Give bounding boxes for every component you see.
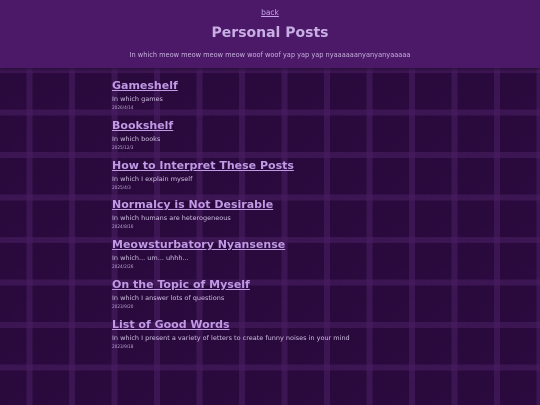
back-link[interactable]: back xyxy=(261,8,279,17)
list-item xyxy=(112,278,442,318)
post-date: 2023/9/18 xyxy=(112,343,134,349)
post-date: 2025/12/3 xyxy=(112,144,134,150)
post-description: In which I present a variety of letters to create funny noises in your mind xyxy=(112,333,350,342)
post-title-link[interactable]: Normalcy is Not Desirable xyxy=(112,198,274,212)
post-date: 2024/8/16 xyxy=(112,224,134,230)
post-list xyxy=(112,79,442,358)
post-title-link[interactable]: On the Topic of Myself xyxy=(112,277,250,291)
post-description: In which books xyxy=(112,134,161,143)
post-description: In which games xyxy=(112,95,163,103)
post-date: 2026/4/14 xyxy=(112,105,134,110)
post-description: In which humans are heterogeneous xyxy=(112,214,231,223)
list-item xyxy=(112,198,442,238)
list-item xyxy=(112,119,442,159)
list-item xyxy=(112,79,442,119)
list-item xyxy=(112,238,442,278)
post-date: 2025/4/3 xyxy=(112,184,131,190)
page-header xyxy=(0,0,540,68)
post-title-link[interactable]: Gameshelf xyxy=(112,79,178,92)
post-title-link[interactable]: Bookshelf xyxy=(112,118,174,132)
post-title-link[interactable]: Meowsturbatory Nyansense xyxy=(112,238,286,252)
post-description: In which... um... uhhh... xyxy=(112,254,189,263)
post-date: 2024/2/26 xyxy=(112,264,134,270)
post-title-link[interactable]: List of Good Words xyxy=(112,317,230,331)
post-description: In which I answer lots of questions xyxy=(112,293,225,302)
post-title-link[interactable]: How to Interpret These Posts xyxy=(112,158,294,172)
list-item xyxy=(112,318,442,358)
page-subtitle: In which meow meow meow meow woof woof yap yap yap nyaaaaaanyanyanyaaaaa xyxy=(129,51,411,59)
post-description: In which I explain myself xyxy=(112,174,193,183)
page-title: Personal Posts xyxy=(211,25,329,41)
post-date: 2023/9/20 xyxy=(112,303,134,309)
list-item xyxy=(112,159,442,199)
